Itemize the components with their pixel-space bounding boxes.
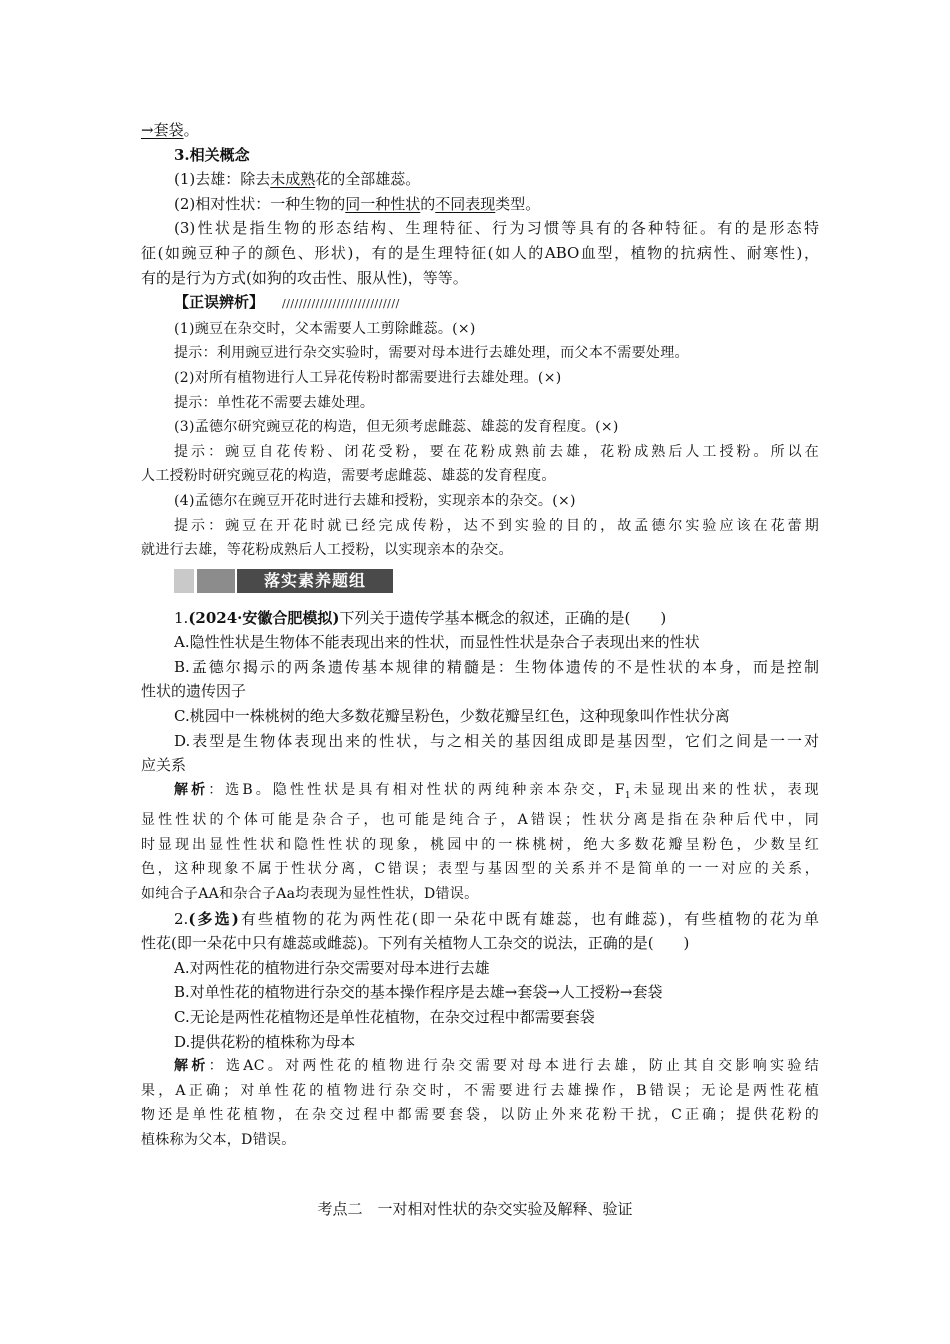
option-b-cont: 性状的遗传因子 — [141, 682, 247, 701]
analysis-text: 显性性状的个体可能是杂合子，也可能是纯合子，A错误；性状分离是指在杂种后代中，同 — [141, 812, 819, 829]
banner-block-mid — [197, 569, 235, 593]
analysis-text: 时显现出显性性状和隐性性状的现象，桃园中的一株桃树，绝大多数花瓣呈粉色，少数呈红 — [141, 836, 819, 853]
question-text: 有些植物的花为两性花(即一朵花中既有雄蕊，也有雌蕊)，有些植物的花为单 — [238, 909, 819, 928]
analysis-text: 色，这种现象不属于性状分离，C错误；表型与基因型的关系并不是简单的一一对应的关系， — [141, 861, 819, 878]
text-fragment: ：选B。隐性性状是具有相对性状的两纯种亲本杂交，F — [208, 781, 625, 798]
analysis-text: 如纯合子AA和杂合子Aa均表现为显性性状，D错误。 — [141, 886, 479, 903]
section-heading: 3.相关概念 — [174, 145, 250, 164]
option-c: C.无论是两性花植物还是单性花植物，在杂交过程中都需要套袋 — [174, 1007, 595, 1026]
hint-text: 提示：豌豆在开花时就已经完成传粉，达不到实验的目的，故孟德尔实验应该在花蕾期 — [174, 517, 819, 534]
hint-text: 提示：豌豆自花传粉、闭花受粉，要在花粉成熟前去雄，花粉成熟后人工授粉。所以在 — [174, 443, 819, 460]
hint-text: 提示：利用豌豆进行杂交实验时，需要对母本进行去雄处理，而父本不需要处理。 — [174, 345, 689, 362]
analysis-label: 解析 — [174, 1058, 209, 1075]
underlined-term: 未成熟 — [270, 170, 316, 189]
hint-text: 人工授粉时研究豌豆花的构造，需要考虑雌蕊、雄蕊的发育程度。 — [141, 468, 556, 485]
judgement-item: (2)对所有植物进行人工异花传粉时都需要进行去雄处理。(×) — [174, 369, 562, 386]
option-a: A.对两性花的植物进行杂交需要对母本进行去雄 — [174, 958, 490, 977]
question-number: 2. — [174, 909, 189, 928]
option-a: A.隐性性状是生物体不能表现出来的性状，而显性性状是杂合子表现出来的性状 — [174, 633, 700, 652]
option-d: D.表型是生物体表现出来的性状，与之相关的基因组成即是基因型，它们之间是一一对 — [174, 731, 819, 750]
text-fragment: (2)相对性状：一种生物的 — [174, 194, 346, 213]
question-stem — [141, 907, 819, 932]
concept-item: (3)性状是指生物的形态结构、生理特征、行为习惯等具有的各种特征。有的是形态特 — [174, 219, 819, 238]
section-footer-title: 考点二 一对相对性状的杂交实验及解释、验证 — [317, 1200, 633, 1218]
analysis-text: 植株称为父本，D错误。 — [141, 1131, 296, 1148]
banner-block-light — [174, 569, 194, 593]
question-text: 下列关于遗传学基本概念的叙述，正确的是( ) — [339, 608, 667, 627]
underlined-term: →套袋 — [141, 121, 184, 139]
analysis-label: 解析 — [174, 781, 209, 798]
judgement-item: (3)孟德尔研究豌豆花的构造，但无须考虑雌蕊、雄蕊的发育程度。(×) — [174, 419, 619, 436]
option-c: C.桃园中一株桃树的绝大多数花瓣呈粉色，少数花瓣呈红色，这种现象叫作性状分离 — [174, 707, 730, 726]
document-page — [141, 118, 819, 1153]
judgement-item: (4)孟德尔在豌豆开花时进行去雄和授粉，实现亲本的杂交。(×) — [174, 492, 576, 509]
option-d-cont: 应关系 — [141, 756, 187, 775]
analysis-text: 果，A正确；对单性花的植物进行杂交时，不需要进行去雄操作，B错误；无论是两性花植 — [141, 1082, 819, 1099]
hint-text: 提示：单性花不需要去雄处理。 — [174, 394, 375, 411]
judgement-item: (1)豌豆在杂交时，父本需要人工剪除雌蕊。(×) — [174, 320, 476, 337]
zhengwu-heading-row — [141, 290, 819, 317]
question-source: (2024·安徽合肥模拟) — [188, 608, 340, 627]
text-fragment: 。 — [183, 121, 199, 139]
answer-analysis — [141, 778, 819, 808]
question-number: 1. — [174, 608, 189, 627]
answer-analysis — [141, 1054, 819, 1079]
text-fragment: 类型。 — [495, 194, 541, 213]
section-banner — [141, 566, 819, 596]
text-fragment: (1)去雄：除去 — [174, 170, 271, 189]
analysis-text: 物还是单性花植物，在杂交过程中都需要套袋，以防止外来花粉干扰，C正确；提供花粉的 — [141, 1107, 819, 1124]
option-b: B.孟德尔揭示的两条遗传基本规律的精髓是：生物体遗传的不是性状的本身，而是控制 — [174, 657, 819, 676]
decorative-slashes: //////////////////////////// — [282, 297, 400, 311]
zhengwu-heading: 【正误辨析】 — [174, 293, 265, 312]
subscript: 1 — [624, 790, 631, 801]
question-text-cont: 性花(即一朵花中只有雄蕊或雌蕊)。下列有关植物人工杂交的说法，正确的是( ) — [141, 934, 690, 953]
text-line: 征(如豌豆种子的颜色、形状)，有的是生理特征(如人的ABO血型，植物的抗病性、耐寒性)， — [141, 243, 819, 262]
text-fragment: 的 — [420, 194, 436, 213]
option-b: B.对单性花的植物进行杂交的基本操作程序是去雄→套袋→人工授粉→套袋 — [174, 983, 663, 1002]
text-fragment: ：选AC。对两性花的植物进行杂交需要对母本进行去雄，防止其自交影响实验结 — [208, 1058, 819, 1075]
hint-text: 就进行去雄，等花粉成熟后人工授粉，以实现亲本的杂交。 — [141, 542, 513, 559]
text-fragment: 花的全部雄蕊。 — [315, 170, 421, 189]
text-line — [141, 118, 819, 143]
underlined-term: 不同表现 — [435, 194, 496, 213]
underlined-term: 同一种性状 — [345, 194, 421, 213]
text-line: 有的是行为方式(如狗的攻击性、服从性)，等等。 — [141, 268, 468, 287]
question-stem — [141, 606, 819, 631]
concept-item — [141, 192, 819, 217]
banner-title: 落实素养题组 — [237, 569, 393, 593]
concept-item — [141, 167, 819, 192]
text-fragment: 未显现出来的性状，表现 — [630, 781, 819, 798]
question-tag: (多选) — [188, 909, 239, 928]
option-d: D.提供花粉的植株称为母本 — [174, 1032, 356, 1051]
